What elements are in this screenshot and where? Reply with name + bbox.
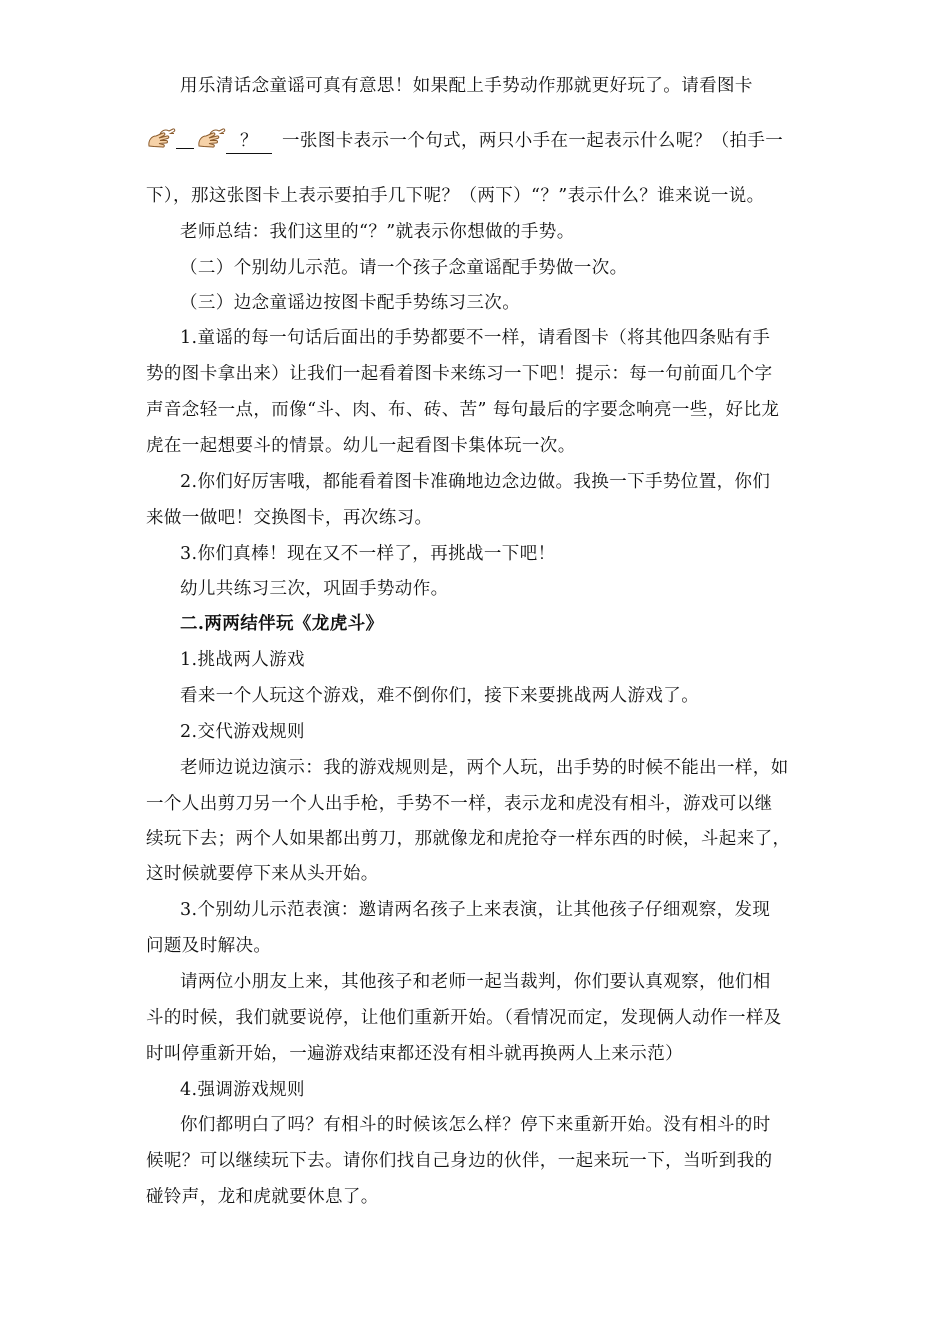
paragraph-line: 候呢？可以继续玩下去。请你们找自己身边的伙伴，一起来玩一下，当听到我的 (146, 1151, 773, 1171)
clapping-hands-icon (146, 128, 176, 150)
gesture-card-line (146, 128, 810, 154)
paragraph-line: 幼儿共练习三次，巩固手势动作。 (180, 579, 449, 599)
card-question-mark: ？ (226, 129, 272, 154)
paragraph-line: 用乐清话念童谣可真有意思！如果配上手势动作那就更好玩了。请看图卡 (180, 76, 753, 96)
paragraph-line: 续玩下去；两个人如果都出剪刀，那就像龙和虎抢夺一样东西的时候，斗起来了， (146, 829, 791, 849)
subheading: 2.交代游戏规则 (180, 722, 305, 742)
paragraph-line: 3.个别幼儿示范表演：邀请两名孩子上来表演，让其他孩子仔细观察，发现 (180, 900, 771, 920)
paragraph-line: 1.童谣的每一句话后面出的手势都要不一样，请看图卡（将其他四条贴有手 (180, 328, 771, 348)
paragraph-line: 你们都明白了吗？有相斗的时候该怎么样？停下来重新开始。没有相斗的时 (180, 1115, 771, 1135)
fill-blank (176, 130, 194, 149)
paragraph-line: 老师总结：我们这里的“？”就表示你想做的手势。 (180, 222, 575, 242)
clapping-hands-icon (196, 128, 226, 150)
subheading: 4.强调游戏规则 (180, 1080, 305, 1100)
paragraph-line: （三）边念童谣边按图卡配手势练习三次。 (180, 293, 521, 313)
paragraph-line: 老师边说边演示：我的游戏规则是，两个人玩，出手势的时候不能出一样，如 (180, 758, 789, 778)
subheading: 1.挑战两人游戏 (180, 650, 305, 670)
paragraph-line: 声音念轻一点，而像“斗、肉、布、砖、苦” 每句最后的字要念响亮一些，好比龙 (146, 400, 780, 420)
paragraph-line: 3.你们真棒！现在又不一样了，再挑战一下吧！ (180, 544, 556, 564)
paragraph-line: 请两位小朋友上来，其他孩子和老师一起当裁判，你们要认真观察，他们相 (180, 972, 771, 992)
paragraph-line: 2.你们好厉害哦，都能看着图卡准确地边念边做。我换一下手势位置，你们 (180, 472, 771, 492)
paragraph-line: 势的图卡拿出来）让我们一起看着图卡来练习一下吧！提示：每一句前面几个字 (146, 364, 773, 384)
paragraph-line: 下），那这张图卡上表示要拍手几下呢？（两下）“？”表示什么？谁来说一说。 (146, 186, 765, 206)
paragraph-line: （二）个别幼儿示范。请一个孩子念童谣配手势做一次。 (180, 258, 628, 278)
paragraph-line: 看来一个人玩这个游戏，难不倒你们，接下来要挑战两人游戏了。 (180, 686, 700, 706)
paragraph-line: 斗的时候，我们就要说停，让他们重新开始。（看情况而定，发现俩人动作一样及 (146, 1008, 782, 1028)
paragraph-line: 碰铃声，龙和虎就要休息了。 (146, 1187, 379, 1207)
paragraph-line: 这时候就要停下来从头开始。 (146, 864, 379, 884)
paragraph-line: 虎在一起想要斗的情景。幼儿一起看图卡集体玩一次。 (146, 436, 576, 456)
paragraph-line: 一个人出剪刀另一个人出手枪，手势不一样，表示龙和虎没有相斗，游戏可以继 (146, 794, 773, 814)
paragraph-line: 时叫停重新开始，一遍游戏结束都还没有相斗就再换两人上来示范） (146, 1044, 683, 1064)
paragraph-line: 问题及时解决。 (146, 936, 272, 956)
paragraph-line: 一张图卡表示一个句式，两只小手在一起表示什么呢？（拍手一 (282, 131, 784, 151)
paragraph-line: 来做一做吧！交换图卡，再次练习。 (146, 508, 433, 528)
section-heading: 二.两两结伴玩《龙虎斗》 (180, 614, 384, 634)
